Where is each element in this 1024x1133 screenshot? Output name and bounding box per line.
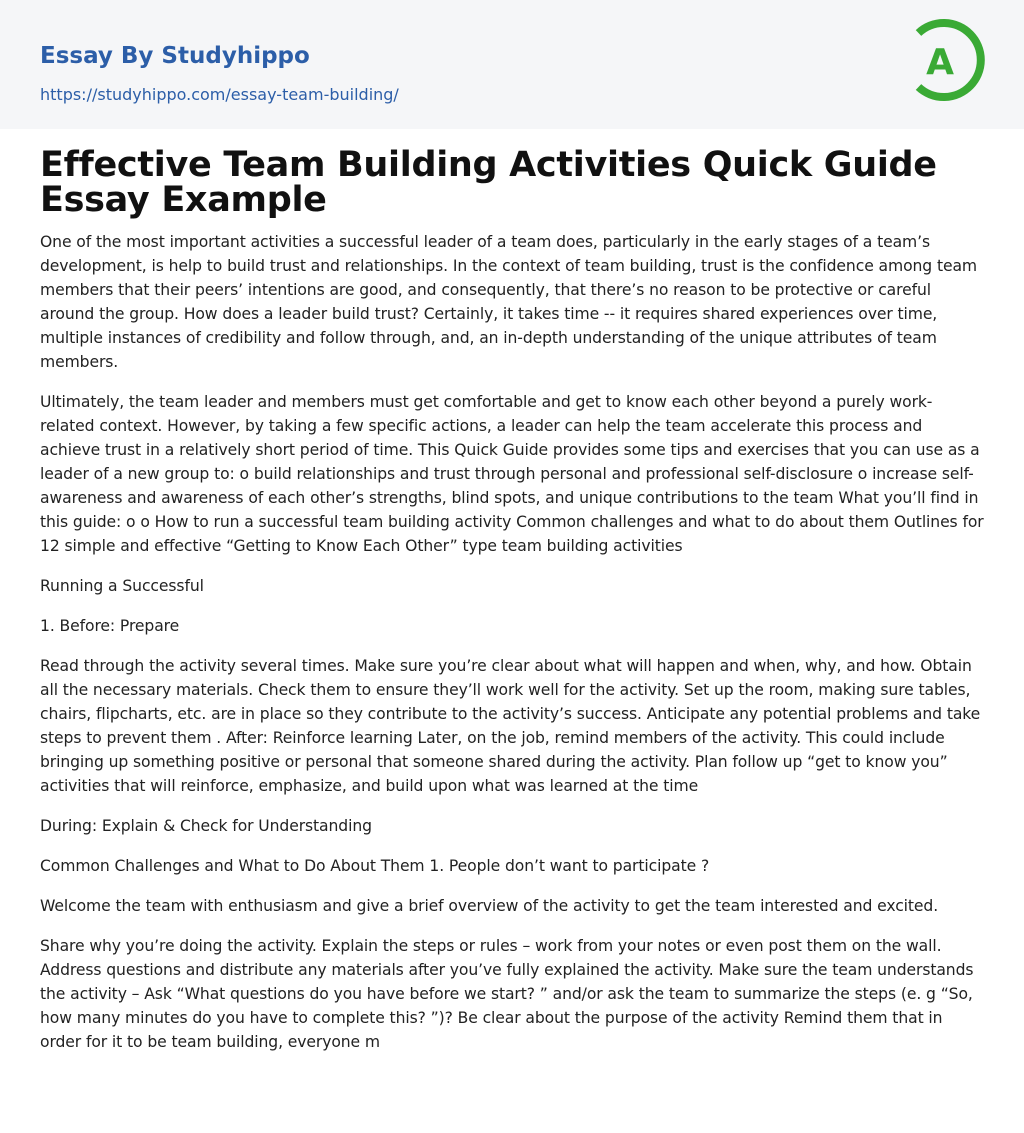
paragraph: Ultimately, the team leader and members must get comfortable and get to know each other beyond a purely work-related context. However, by taking a few specific actions, a leader can help the team accelerate this process and achieve trust in a relatively short period of time. This Quick Guide provides some tips and exercises that you can use as a leader of a new group to: o build relationships and trust through personal and professional self-disclosure o increase self-awareness and awareness of each other’s strengths, blind spots, and unique contributions to the team What you’ll find in this guide: o o How to run a successful team building activity Common challenges and what to do about them Outlines for 12 simple and effective “Getting to Know Each Other” type team building activities (40, 393, 984, 555)
logo-letter: A (926, 42, 954, 83)
section-heading: Common Challenges and What to Do About Them 1. People don’t want to participate ? (40, 857, 710, 875)
essay-content (40, 145, 986, 1070)
section-heading: Running a Successful (40, 577, 204, 595)
source-url-link[interactable]: https://studyhippo.com/essay-team-building/ (40, 85, 399, 104)
essay-title: Effective Team Building Activities Quick Guide Essay Example (40, 145, 937, 220)
paragraph: Share why you’re doing the activity. Explain the steps or rules – work from your notes or even post them on the wall. Address questions and distribute any materials after you’ve fully explained the activity. Make sure the team understands the activity – Ask “What questions do you have before we start? ” and/or ask the team to summarize the steps (e. g “So, how many minutes do you have to complete this? ”)? Be clear about the purpose of the activity Remind them that in order for it to be team building, everyone m (40, 937, 974, 1051)
studyhippo-logo-icon[interactable] (910, 18, 988, 106)
paragraph: Welcome the team with enthusiasm and give a brief overview of the activity to get the team interested and excited. (40, 897, 939, 915)
paragraph: Read through the activity several times. Make sure you’re clear about what will happen and when, why, and how. Obtain all the necessary materials. Check them to ensure they’ll work well for the activity. Set up the room, making sure tables, chairs, flipcharts, etc. are in place so they contribute to the activity’s success. Anticipate any potential problems and take steps to prevent them . After: Reinforce learning Later, on the job, remind members of the activity. This could include bringing up something positive or personal that someone shared during the activity. Plan follow up “get to know you” activities that will reinforce, emphasize, and build upon what was learned at the time (40, 657, 981, 795)
brand-title[interactable]: Essay By Studyhippo (40, 43, 310, 69)
section-heading: During: Explain & Check for Understanding (40, 817, 372, 835)
site-header (0, 0, 1024, 129)
paragraph: One of the most important activities a successful leader of a team does, particularly in the early stages of a team’s development, is help to build trust and relationships. In the context of team building, trust is the confidence among team members that their peers’ intentions are good, and consequently, that there’s no reason to be protective or careful around the group. How does a leader build trust? Certainly, it takes time -- it requires shared experiences over time, multiple instances of credibility and follow through, and, an in-depth understanding of the unique attributes of team members. (40, 233, 978, 371)
section-heading: 1. Before: Prepare (40, 617, 180, 635)
